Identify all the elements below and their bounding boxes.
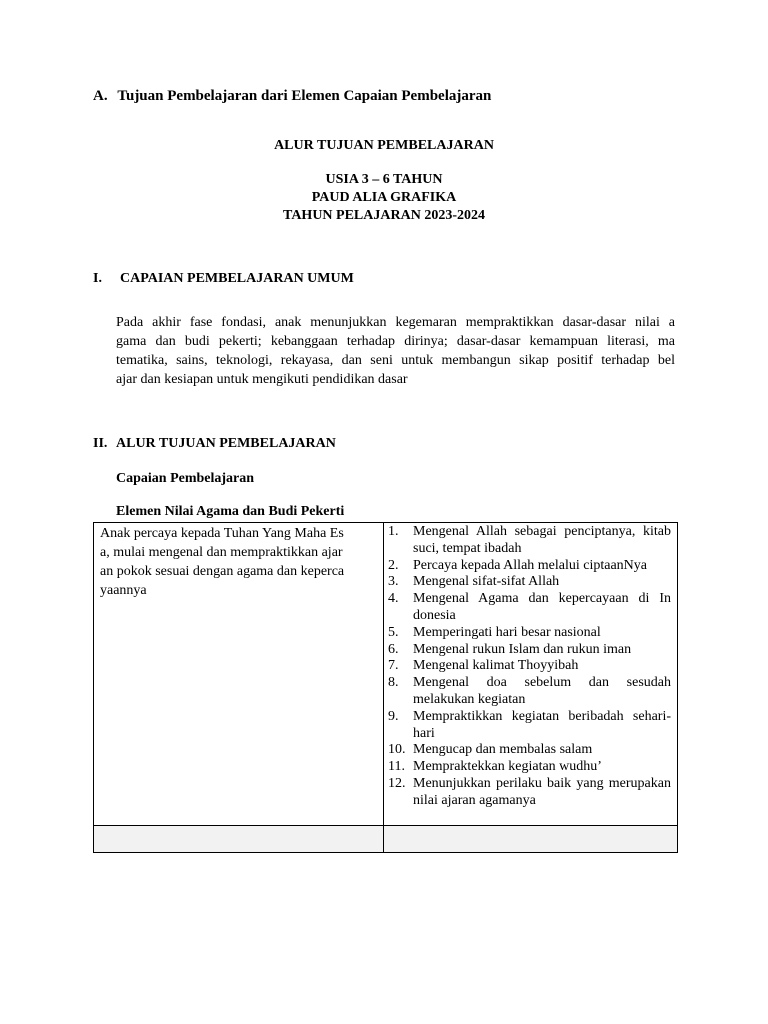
item-number: 10. (388, 742, 406, 758)
item-text: Mengenal Allah sebagai penciptanya, kitab suci, tempat ibadah (413, 524, 671, 556)
list-item (388, 658, 671, 675)
item-number: 12. (388, 775, 406, 791)
item-number: 4. (388, 591, 399, 607)
general-achievement-paragraph (116, 313, 675, 389)
item-text: Mengenal kalimat Thoyyibah (413, 658, 579, 674)
item-number: 6. (388, 641, 399, 657)
item-number: 3. (388, 574, 399, 590)
list-item (388, 524, 671, 558)
item-number: 8. (388, 675, 399, 691)
item-number: 11. (388, 759, 405, 775)
cell-line: Anak percaya kepada Tuhan Yang Maha Es (100, 526, 344, 541)
item-text: Mengenal Agama dan kepercayaan di In donesia (413, 591, 671, 623)
list-item (388, 709, 671, 743)
item-text: Memperingati hari besar nasional (413, 624, 601, 640)
section-a-heading (93, 88, 491, 105)
list-item (388, 776, 671, 810)
school-name: PAUD ALIA GRAFIKA (311, 190, 457, 205)
empty-cell (94, 826, 384, 853)
cell-line: an pokok sesuai dengan agama dan keperca (100, 564, 345, 579)
item-text: Percaya kepada Allah melalui ciptaanNya (413, 557, 648, 573)
item-text: Mengenal doa sebelum dan sesudah melakukan kegiatan (413, 675, 671, 707)
cell-line: a, mulai mengenal dan mempraktikkan ajar (100, 545, 343, 560)
empty-cell (384, 826, 678, 853)
item-number: 7. (388, 658, 399, 674)
section-2-marker: II. (93, 436, 108, 451)
doc-title: ALUR TUJUAN PEMBELAJARAN (274, 138, 494, 153)
academic-year: TAHUN PELAJARAN 2023-2024 (283, 208, 485, 223)
item-text: Mengenal sifat-sifat Allah (413, 574, 560, 590)
empty-table-row (94, 826, 678, 853)
item-number: 2. (388, 557, 399, 573)
section-a-marker: A. (93, 88, 108, 104)
age-range: USIA 3 – 6 TAHUN (325, 172, 443, 187)
objectives-list (384, 523, 677, 812)
cell-line: yaannya (100, 583, 147, 598)
item-text: Mempraktikkan kegiatan beribadah sehari-hari (413, 708, 671, 741)
section-1-marker: I. (93, 271, 102, 286)
section-a-title: Tujuan Pembelajaran dari Elemen Capaian Pembelajaran (117, 88, 492, 104)
paragraph-line: tematika, sains, teknologi, rekayasa, dan seni untuk membangun sikap positif terhadap bel (116, 353, 675, 368)
section-1-heading (93, 271, 354, 287)
section-1-title: CAPAIAN PEMBELAJARAN UMUM (120, 271, 354, 286)
paragraph-line: ajar dan kesiapan untuk mengikuti pendidikan dasar (116, 372, 408, 387)
list-item (388, 625, 671, 642)
section-2-title: ALUR TUJUAN PEMBELAJARAN (116, 436, 336, 451)
item-text: Mengenal rukun Islam dan rukun iman (413, 641, 632, 657)
item-text: Mengucap dan membalas salam (413, 742, 593, 758)
item-text: Mempraktekkan kegiatan wudhu’ (413, 759, 602, 775)
list-item (388, 742, 671, 759)
element-title: Elemen Nilai Agama dan Budi Pekerti (116, 504, 345, 519)
list-item (388, 574, 671, 591)
learning-flow-table (93, 522, 678, 853)
table-row (94, 523, 678, 826)
list-item (388, 675, 671, 709)
section-2-heading (93, 436, 336, 452)
list-item (388, 558, 671, 575)
subsection-title: Capaian Pembelajaran (116, 471, 255, 486)
paragraph-line: Pada akhir fase fondasi, anak menunjukkan kegemaran mempraktikkan dasar-dasar nilai a (116, 315, 675, 330)
item-text: Menunjukkan perilaku baik yang merupakan nilai ajaran agamanya (413, 775, 671, 808)
item-number: 5. (388, 624, 399, 640)
item-number: 1. (388, 524, 399, 539)
list-item (388, 591, 671, 625)
item-number: 9. (388, 708, 399, 724)
list-item (388, 759, 671, 776)
list-item (388, 642, 671, 659)
achievement-cell (94, 523, 384, 826)
paragraph-line: gama dan budi pekerti; kebanggaan terhadap dirinya; dasar-dasar kemampuan literasi, ma (116, 334, 675, 349)
objectives-cell (384, 523, 678, 826)
